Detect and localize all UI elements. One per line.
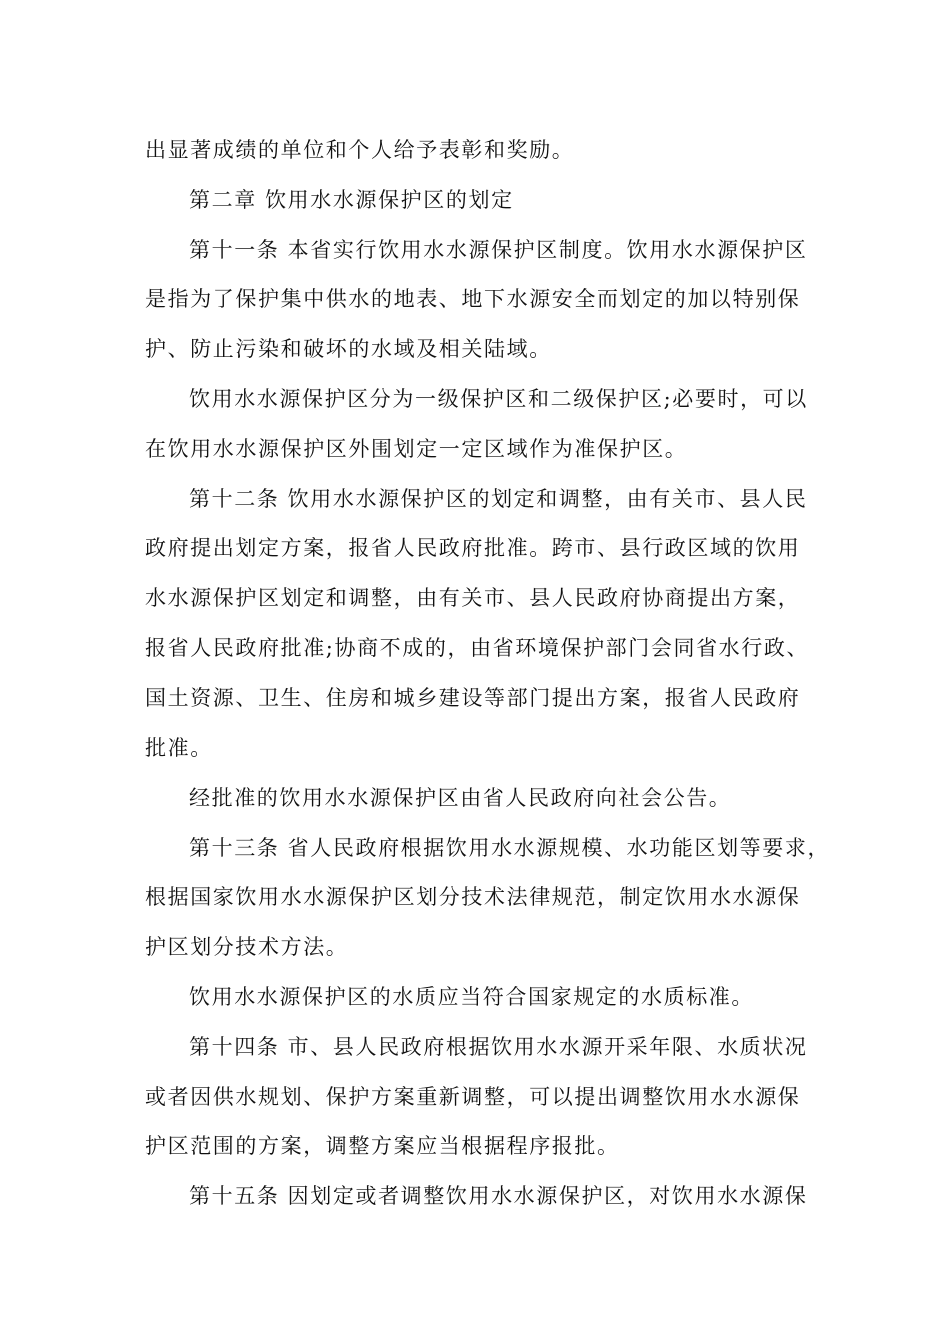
text-line: 国土资源、卫生、住房和城乡建设等部门提出方案，报省人民政府 bbox=[145, 686, 801, 710]
text-line: 水水源保护区划定和调整，由有关市、县人民政府协商提出方案， bbox=[145, 586, 801, 610]
text-line: 饮用水水源保护区的水质应当符合国家规定的水质标准。 bbox=[189, 985, 754, 1009]
text-line: 批准。 bbox=[145, 736, 213, 760]
text-line: 护区范围的方案，调整方案应当根据程序报批。 bbox=[145, 1134, 620, 1158]
text-line: 政府提出划定方案，报省人民政府批准。跨市、县行政区域的饮用 bbox=[145, 536, 801, 560]
text-line: 第十五条 因划定或者调整饮用水水源保护区，对饮用水水源保 bbox=[189, 1184, 808, 1208]
text-line: 出显著成绩的单位和个人给予表彰和奖励。 bbox=[145, 138, 575, 162]
text-line: 第十二条 饮用水水源保护区的划定和调整，由有关市、县人民 bbox=[189, 487, 808, 511]
text-line: 第十一条 本省实行饮用水水源保护区制度。饮用水水源保护区 bbox=[189, 238, 808, 262]
text-line: 在饮用水水源保护区外围划定一定区域作为准保护区。 bbox=[145, 437, 688, 461]
text-line: 根据国家饮用水水源保护区划分技术法律规范，制定饮用水水源保 bbox=[145, 885, 801, 909]
text-line: 第十三条 省人民政府根据饮用水水源规模、水功能区划等要求， bbox=[189, 836, 831, 860]
text-line: 报省人民政府批准;协商不成的，由省环境保护部门会同省水行政、 bbox=[145, 636, 810, 660]
text-line: 护、防止污染和破坏的水域及相关陆域。 bbox=[145, 337, 552, 361]
text-line: 第十四条 市、县人民政府根据饮用水水源开采年限、水质状况 bbox=[189, 1035, 808, 1059]
text-line: 是指为了保护集中供水的地表、地下水源安全而划定的加以特别保 bbox=[145, 287, 801, 311]
text-line: 护区划分技术方法。 bbox=[145, 935, 349, 959]
text-line: 饮用水水源保护区分为一级保护区和二级保护区;必要时，可以 bbox=[189, 387, 808, 411]
chapter-heading: 第二章 饮用水水源保护区的划定 bbox=[189, 188, 514, 212]
text-line: 或者因供水规划、保护方案重新调整，可以提出调整饮用水水源保 bbox=[145, 1085, 801, 1109]
text-line: 经批准的饮用水水源保护区由省人民政府向社会公告。 bbox=[189, 786, 732, 810]
